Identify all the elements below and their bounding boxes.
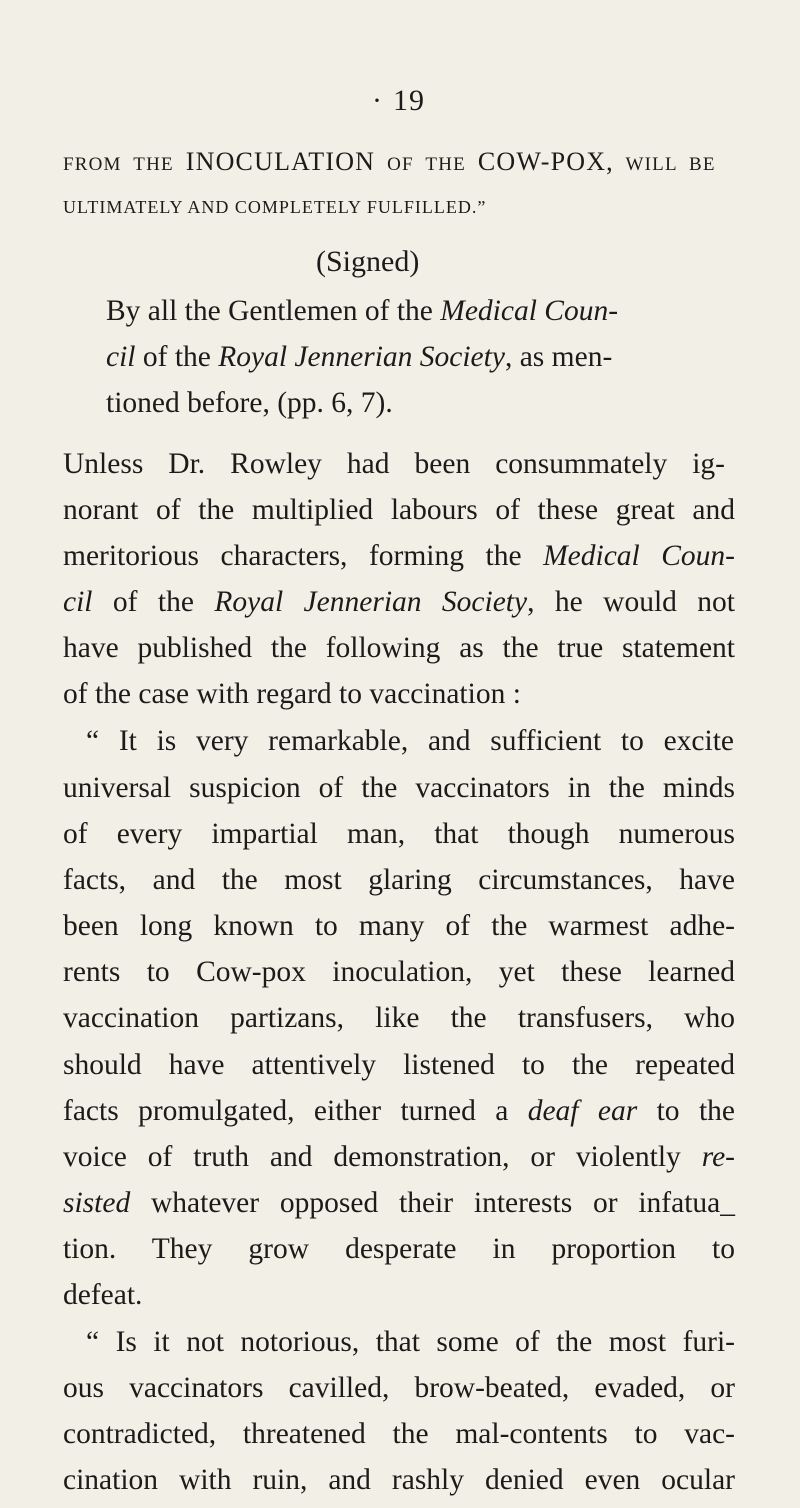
para2-line-1: “ It is very remarkable, and sufficient to excite	[86, 725, 734, 758]
para3-line-4: cination with ruin, and rashly denied even ocular	[63, 1464, 735, 1496]
para2-line-10: voice of truth and demonstration, or violently re-	[63, 1140, 735, 1173]
para1-line-1: Unless Dr. Rowley had been consummately ig-	[63, 448, 725, 481]
para2-line-12: tion. They grow desperate in proportion to	[63, 1233, 735, 1266]
header-line-2: ULTIMATELY AND COMPLETELY FULFILLED.”	[63, 197, 487, 218]
para3-line-2: ous vaccinators cavilled, brow-beated, evaded, or	[63, 1371, 735, 1404]
page-number	[372, 84, 425, 118]
para3-line-1: “ Is it not notorious, that some of the most furi-	[86, 1325, 735, 1358]
para1-line-5: have published the following as the true statement	[63, 632, 735, 665]
para1-line-6: of the case with regard to vaccination :	[63, 678, 521, 711]
para2-line-4: facts, and the most glaring circumstances, have	[63, 863, 735, 896]
page-number-dot: ·	[372, 84, 383, 117]
para2-line-5: been long known to many of the warmest adhe-	[63, 910, 735, 942]
para1-line-2: norant of the multiplied labours of these great and	[63, 493, 735, 526]
para2-line-11: sisted whatever opposed their interests or infatua_	[63, 1187, 735, 1219]
para1-line-4: cil of the Royal Jennerian Society, he would not	[63, 586, 735, 618]
para2-line-3: of every impartial man, that though numerous	[63, 817, 735, 850]
para2-line-7: vaccination partizans, like the transfusers, who	[63, 1002, 735, 1035]
para2-line-2: universal suspicion of the vaccinators in the minds	[63, 771, 735, 804]
signed-label: (Signed)	[316, 244, 420, 278]
para1-line-3: meritorious characters, forming the Medical Coun-	[63, 539, 735, 572]
para2-line-6: rents to Cow-pox inoculation, yet these learned	[63, 956, 735, 989]
signature-line-2: cil of the Royal Jennerian Society, as men-	[106, 341, 613, 373]
para3-line-3: contradicted, threatened the mal-contents to vac-	[63, 1417, 735, 1450]
page-number-value: 19	[393, 84, 425, 117]
signature-line-3: tioned before, (pp. 6, 7).	[106, 387, 393, 420]
signature-line-1: By all the Gentlemen of the Medical Coun-	[106, 294, 619, 327]
para2-line-8: should have attentively listened to the repeated	[63, 1048, 735, 1081]
header-line-1: FROM THE INOCULATION OF THE COW-POX, WILL BE	[63, 147, 716, 176]
para2-line-13: defeat.	[63, 1279, 143, 1312]
para2-line-9: facts promulgated, either turned a deaf ear to the	[63, 1094, 735, 1127]
